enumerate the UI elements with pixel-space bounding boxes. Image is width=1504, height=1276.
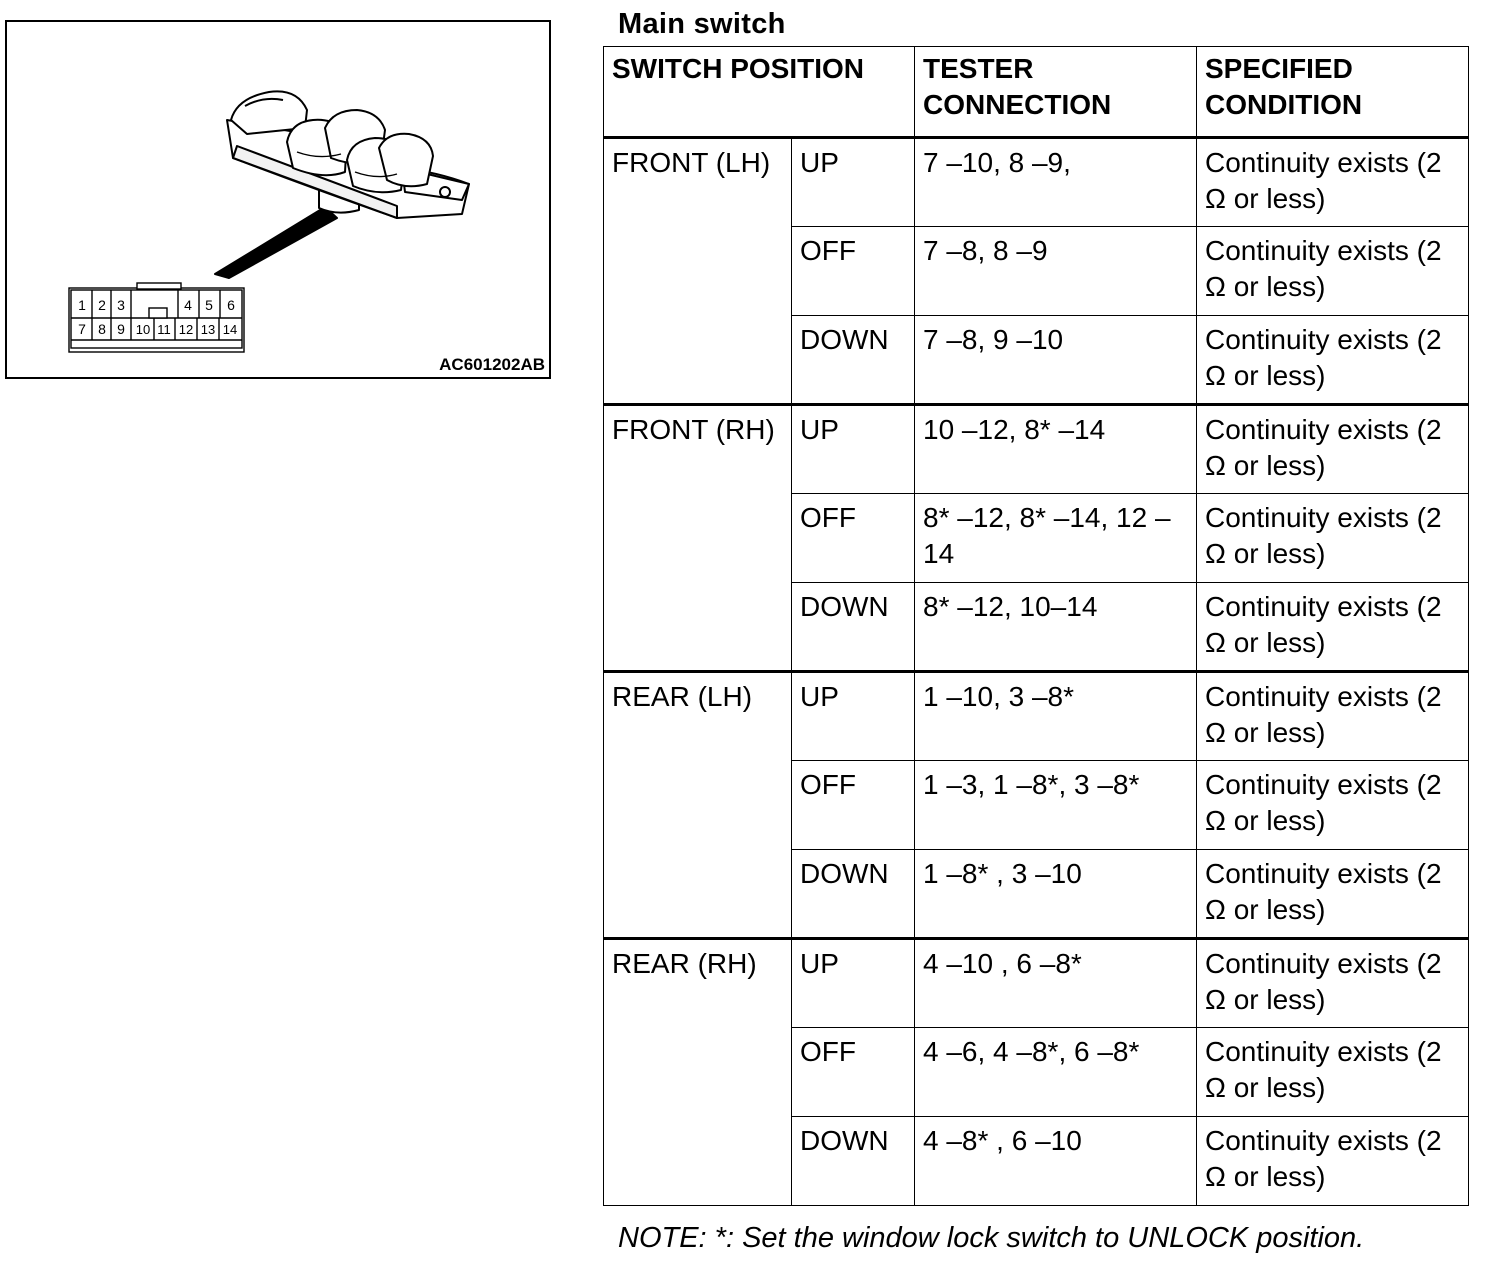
- pin-7: 7: [78, 321, 86, 337]
- tester-connection-cell: 10 –12, 8* –14: [915, 405, 1197, 494]
- table-group: [604, 138, 1469, 405]
- specified-condition-cell: Continuity exists (2 Ω or less): [1197, 939, 1469, 1028]
- specified-condition-cell: Continuity exists (2 Ω or less): [1197, 850, 1469, 939]
- table-group: [604, 672, 1469, 939]
- pin-2: 2: [98, 297, 106, 313]
- pin-3: 3: [117, 297, 125, 313]
- pin-14: 14: [222, 322, 238, 337]
- specified-condition-cell: Continuity exists (2 Ω or less): [1197, 1117, 1469, 1206]
- switch-position-cell: DOWN: [792, 850, 915, 939]
- tester-connection-cell: 1 –10, 3 –8*: [915, 672, 1197, 761]
- specified-condition-cell: Continuity exists (2 Ω or less): [1197, 138, 1469, 227]
- table-row: [604, 939, 1469, 1028]
- section-title: Main switch: [618, 8, 786, 40]
- tester-connection-cell: 4 –6, 4 –8*, 6 –8*: [915, 1028, 1197, 1117]
- tester-connection-cell: 7 –8, 8 –9: [915, 227, 1197, 316]
- switch-position-cell: OFF: [792, 227, 915, 316]
- pin-1: 1: [78, 297, 86, 313]
- pin-4: 4: [184, 297, 192, 313]
- switch-position-cell: UP: [792, 939, 915, 1028]
- tester-connection-cell: 7 –10, 8 –9,: [915, 138, 1197, 227]
- switch-group-name: FRONT (RH): [604, 405, 792, 672]
- switch-position-cell: DOWN: [792, 316, 915, 405]
- pin-9: 9: [117, 321, 125, 337]
- header-specified-condition: SPECIFIED CONDITION: [1197, 47, 1469, 138]
- specified-condition-cell: Continuity exists (2 Ω or less): [1197, 1028, 1469, 1117]
- tester-connection-cell: 7 –8, 9 –10: [915, 316, 1197, 405]
- switch-position-cell: UP: [792, 405, 915, 494]
- pin-10: 10: [135, 322, 151, 337]
- specified-condition-cell: Continuity exists (2 Ω or less): [1197, 405, 1469, 494]
- table-row: [604, 138, 1469, 227]
- tester-connection-cell: 4 –10 , 6 –8*: [915, 939, 1197, 1028]
- switch-group-name: REAR (RH): [604, 939, 792, 1206]
- power-window-switch-illustration: [7, 22, 549, 377]
- switch-position-cell: OFF: [792, 494, 915, 583]
- specified-condition-cell: Continuity exists (2 Ω or less): [1197, 761, 1469, 850]
- specified-condition-cell: Continuity exists (2 Ω or less): [1197, 316, 1469, 405]
- switch-group-name: FRONT (LH): [604, 138, 792, 405]
- table-group: [604, 939, 1469, 1206]
- specified-condition-cell: Continuity exists (2 Ω or less): [1197, 494, 1469, 583]
- continuity-table: [603, 46, 1469, 1206]
- header-tester-connection: TESTER CONNECTION: [915, 47, 1197, 138]
- table-row: [604, 672, 1469, 761]
- table-row: [604, 405, 1469, 494]
- specified-condition-cell: Continuity exists (2 Ω or less): [1197, 672, 1469, 761]
- tester-connection-cell: 8* –12, 8* –14, 12 –14: [915, 494, 1197, 583]
- tester-connection-cell: 4 –8* , 6 –10: [915, 1117, 1197, 1206]
- figure-code: AC601202AB: [439, 355, 545, 374]
- switch-position-cell: OFF: [792, 761, 915, 850]
- switch-group-name: REAR (LH): [604, 672, 792, 939]
- tester-connection-cell: 1 –8* , 3 –10: [915, 850, 1197, 939]
- switch-position-cell: UP: [792, 672, 915, 761]
- switch-figure: [5, 20, 551, 379]
- switch-position-cell: UP: [792, 138, 915, 227]
- pin-6: 6: [227, 297, 235, 313]
- pin-11: 11: [157, 322, 171, 337]
- specified-condition-cell: Continuity exists (2 Ω or less): [1197, 227, 1469, 316]
- tester-connection-cell: 1 –3, 1 –8*, 3 –8*: [915, 761, 1197, 850]
- tester-connection-cell: 8* –12, 10–14: [915, 583, 1197, 672]
- header-switch-position: SWITCH POSITION: [604, 47, 915, 138]
- switch-position-cell: DOWN: [792, 1117, 915, 1206]
- footnote: NOTE: *: Set the window lock switch to UNLOCK position.: [618, 1222, 1365, 1254]
- switch-position-cell: OFF: [792, 1028, 915, 1117]
- switch-position-cell: DOWN: [792, 583, 915, 672]
- pin-5: 5: [205, 297, 213, 313]
- pin-8: 8: [98, 321, 106, 337]
- table-group: [604, 405, 1469, 672]
- pin-12: 12: [178, 322, 194, 337]
- specified-condition-cell: Continuity exists (2 Ω or less): [1197, 583, 1469, 672]
- header-row: [604, 47, 1469, 138]
- pin-13: 13: [200, 322, 216, 337]
